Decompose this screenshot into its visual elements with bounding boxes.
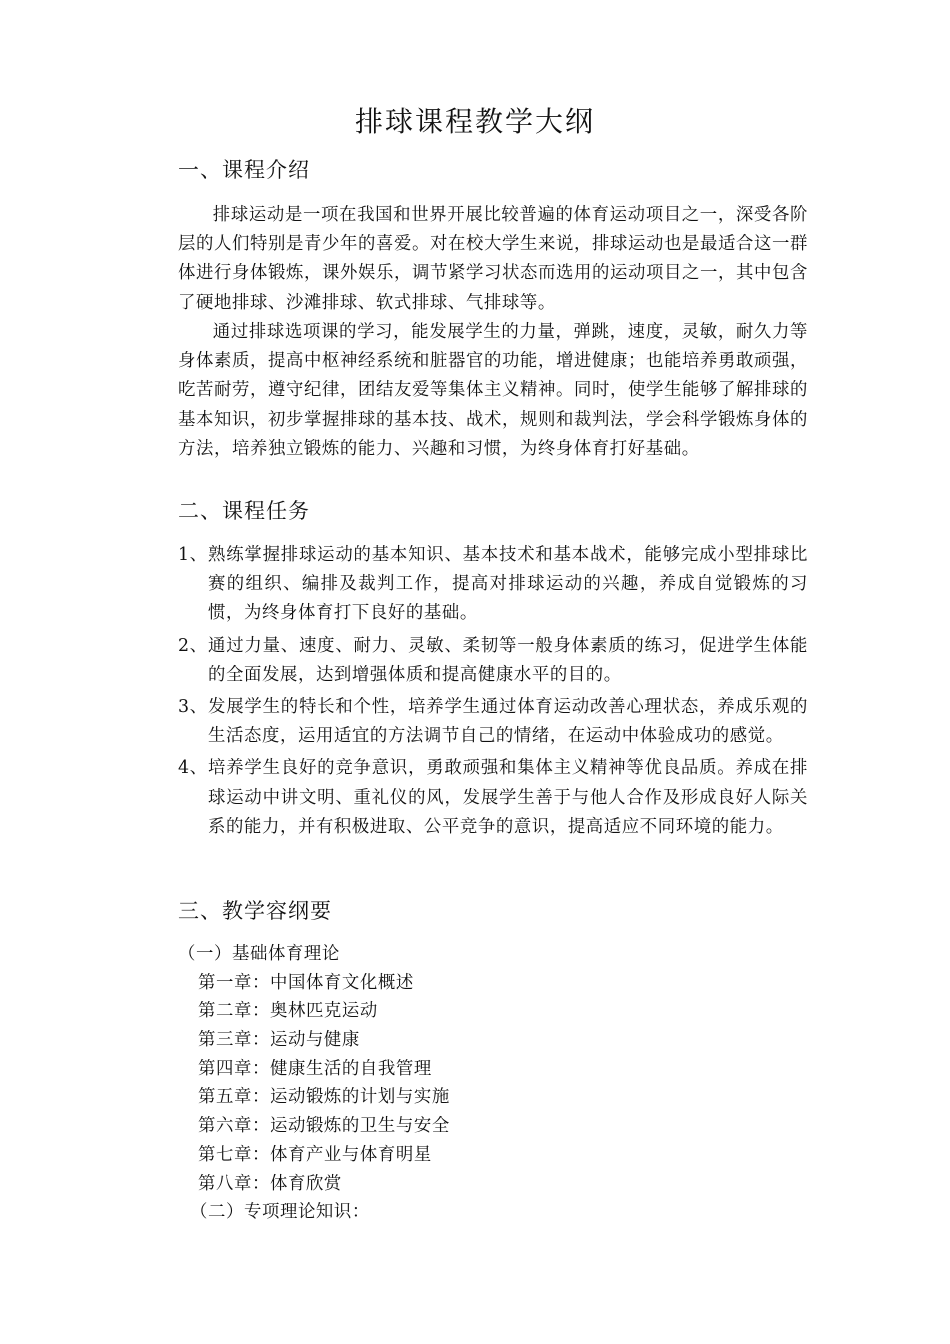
list-item-text: 熟练掌握排球运动的基本知识、基本技术和基本战术，能够完成小型排球比赛的组织、编排及裁判工作，提高对排球运动的兴趣，养成自觉锻炼的习惯，为终身体育打下良好的基础。 bbox=[208, 545, 808, 624]
list-item bbox=[178, 632, 808, 690]
list-item bbox=[178, 754, 808, 842]
list-item-text: 通过力量、速度、耐力、灵敏、柔韧等一般身体素质的练习，促进学生体能的全面发展，达到增强体质和提高健康水平的目的。 bbox=[208, 635, 808, 685]
chapter-item: 第一章：中国体育文化概述 bbox=[198, 972, 414, 993]
list-item-text: 发展学生的特长和个性，培养学生通过体育运动改善心理状态，养成乐观的生活态度，运用适宜的方法调节自己的情绪，在运动中体验成功的感觉。 bbox=[208, 697, 808, 747]
intro-paragraph-1: 排球运动是一项在我国和世界开展比较普遍的体育运动项目之一，深受各阶层的人们特别是青少年的喜爱。对在校大学生来说，排球运动也是最适合这一群体进行身体锻炼，课外娱乐，调节紧学习状态而选用的运动项目之一，其中包含了硬地排球、沙滩排球、软式排球、气排球等。 bbox=[178, 205, 808, 313]
chapter-item: 第五章：运动锻炼的计划与实施 bbox=[198, 1087, 450, 1108]
list-item bbox=[178, 541, 808, 629]
list-item-number: 3、 bbox=[178, 697, 208, 718]
list-item-number: 4、 bbox=[178, 758, 208, 779]
chapter-item: 第八章：体育欣赏 bbox=[198, 1173, 342, 1194]
section-heading-intro: 一、课程介绍 bbox=[178, 158, 310, 182]
outline-block bbox=[178, 940, 450, 1227]
task-list bbox=[178, 541, 808, 845]
list-item-number: 2、 bbox=[178, 635, 208, 656]
outline-part-2: （二）专项理论知识： bbox=[190, 1202, 370, 1223]
chapter-item: 第四章：健康生活的自我管理 bbox=[198, 1058, 432, 1079]
list-item-text: 培养学生良好的竞争意识，勇敢顽强和集体主义精神等优良品质。养成在排球运动中讲文明、重礼仪的风，发展学生善于与他人合作及形成良好人际关系的能力，并有积极进取、公平竞争的意识，提高适应不同环境的能力。 bbox=[208, 758, 808, 837]
section-heading-tasks: 二、课程任务 bbox=[178, 499, 310, 523]
list-item bbox=[178, 693, 808, 751]
chapter-item: 第七章：体育产业与体育明星 bbox=[198, 1144, 432, 1165]
chapter-item: 第三章：运动与健康 bbox=[198, 1030, 360, 1051]
chapter-item: 第六章：运动锻炼的卫生与安全 bbox=[198, 1116, 450, 1137]
chapter-item: 第二章：奥林匹克运动 bbox=[198, 1001, 378, 1022]
outline-part-1: （一）基础体育理论 bbox=[178, 944, 340, 964]
document-title: 排球课程教学大纲 bbox=[354, 105, 595, 138]
intro-paragraph-2: 通过排球选项课的学习，能发展学生的力量，弹跳，速度，灵敏，耐久力等身体素质，提高中枢神经系统和脏器官的功能，增进健康；也能培养勇敢顽强，吃苦耐劳，遵守纪律，团结友爱等集体主义精神。同时，使学生能够了解排球的基本知识，初步掌握排球的基本技、战术，规则和裁判法，学会科学锻炼身体的方法，培养独立锻炼的能力、兴趣和习惯，为终身体育打好基础。 bbox=[178, 322, 808, 459]
section-heading-outline: 三、教学容纲要 bbox=[178, 899, 332, 923]
list-item-number: 1、 bbox=[178, 545, 208, 565]
